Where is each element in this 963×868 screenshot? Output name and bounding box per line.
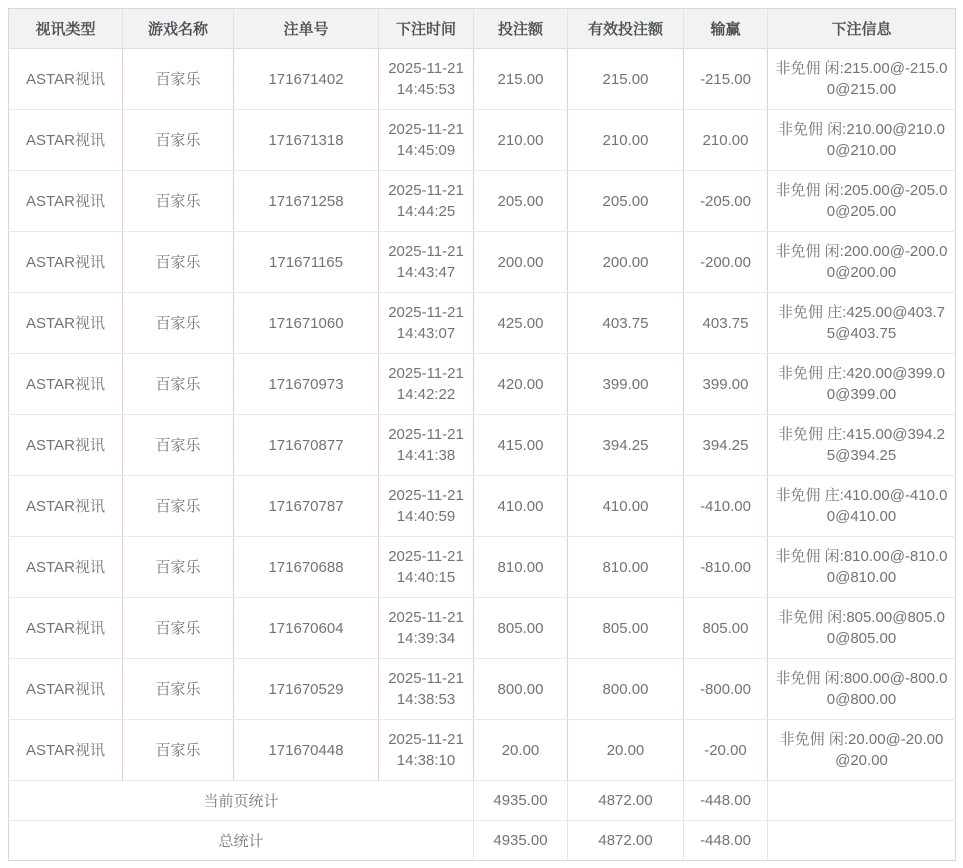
cell-bet-info: 非免佣 庄:425.00@403.75@403.75 [768,293,956,354]
grand-total-bet: 4935.00 [474,821,568,861]
grand-total-info-cell [768,821,956,861]
cell-bet-info: 非免佣 闲:205.00@-205.00@205.00 [768,171,956,232]
cell-valid-bet-amount: 805.00 [568,598,684,659]
table-row [9,49,956,110]
table-row [9,598,956,659]
table-row [9,171,956,232]
cell-valid-bet-amount: 394.25 [568,415,684,476]
cell-win-loss: -200.00 [684,232,768,293]
cell-valid-bet-amount: 215.00 [568,49,684,110]
cell-bet-amount: 205.00 [474,171,568,232]
table-row [9,415,956,476]
table-row [9,110,956,171]
grand-total-label: 总统计 [9,821,474,861]
cell-bet-time: 2025-11-21 14:39:34 [379,598,474,659]
header-video-type: 视讯类型 [9,9,123,49]
table-row [9,232,956,293]
cell-bet-info: 非免佣 闲:210.00@210.00@210.00 [768,110,956,171]
header-row [9,9,956,49]
cell-bet-time: 2025-11-21 14:43:47 [379,232,474,293]
cell-bet-id: 171670973 [234,354,379,415]
cell-game-name: 百家乐 [123,537,234,598]
cell-bet-amount: 800.00 [474,659,568,720]
cell-bet-amount: 415.00 [474,415,568,476]
current-page-summary-label: 当前页统计 [9,781,474,821]
cell-game-name: 百家乐 [123,110,234,171]
cell-video-type: ASTAR视讯 [9,354,123,415]
cell-video-type: ASTAR视讯 [9,110,123,171]
table-row [9,354,956,415]
cell-valid-bet-amount: 200.00 [568,232,684,293]
cell-bet-id: 171670877 [234,415,379,476]
cell-bet-info: 非免佣 闲:810.00@-810.00@810.00 [768,537,956,598]
cell-video-type: ASTAR视讯 [9,659,123,720]
cell-game-name: 百家乐 [123,720,234,781]
cell-game-name: 百家乐 [123,171,234,232]
cell-game-name: 百家乐 [123,354,234,415]
cell-bet-info: 非免佣 闲:200.00@-200.00@200.00 [768,232,956,293]
cell-valid-bet-amount: 20.00 [568,720,684,781]
current-page-bet-total: 4935.00 [474,781,568,821]
cell-bet-amount: 215.00 [474,49,568,110]
cell-bet-amount: 20.00 [474,720,568,781]
cell-bet-amount: 425.00 [474,293,568,354]
cell-bet-info: 非免佣 闲:800.00@-800.00@800.00 [768,659,956,720]
cell-game-name: 百家乐 [123,293,234,354]
cell-bet-id: 171671060 [234,293,379,354]
cell-video-type: ASTAR视讯 [9,537,123,598]
cell-video-type: ASTAR视讯 [9,171,123,232]
cell-game-name: 百家乐 [123,598,234,659]
cell-valid-bet-amount: 205.00 [568,171,684,232]
cell-bet-id: 171670688 [234,537,379,598]
table-footer [9,781,956,861]
cell-video-type: ASTAR视讯 [9,720,123,781]
cell-valid-bet-amount: 403.75 [568,293,684,354]
cell-bet-amount: 200.00 [474,232,568,293]
header-bet-amount: 投注额 [474,9,568,49]
betting-records-table [8,8,956,861]
cell-video-type: ASTAR视讯 [9,598,123,659]
cell-win-loss: 394.25 [684,415,768,476]
cell-video-type: ASTAR视讯 [9,476,123,537]
cell-game-name: 百家乐 [123,415,234,476]
cell-bet-info: 非免佣 庄:415.00@394.25@394.25 [768,415,956,476]
cell-win-loss: 210.00 [684,110,768,171]
cell-bet-info: 非免佣 庄:410.00@-410.00@410.00 [768,476,956,537]
grand-total-winloss: -448.00 [684,821,768,861]
cell-bet-time: 2025-11-21 14:45:09 [379,110,474,171]
header-win-loss: 输赢 [684,9,768,49]
cell-bet-time: 2025-11-21 14:42:22 [379,354,474,415]
cell-bet-amount: 410.00 [474,476,568,537]
cell-win-loss: -800.00 [684,659,768,720]
current-page-valid-total: 4872.00 [568,781,684,821]
cell-bet-info: 非免佣 闲:215.00@-215.00@215.00 [768,49,956,110]
cell-win-loss: 403.75 [684,293,768,354]
header-bet-info: 下注信息 [768,9,956,49]
cell-game-name: 百家乐 [123,476,234,537]
cell-bet-id: 171671258 [234,171,379,232]
cell-bet-time: 2025-11-21 14:41:38 [379,415,474,476]
header-bet-id: 注单号 [234,9,379,49]
cell-video-type: ASTAR视讯 [9,49,123,110]
cell-game-name: 百家乐 [123,49,234,110]
cell-valid-bet-amount: 410.00 [568,476,684,537]
cell-win-loss: -205.00 [684,171,768,232]
grand-total-valid: 4872.00 [568,821,684,861]
cell-win-loss: -410.00 [684,476,768,537]
table-row [9,720,956,781]
cell-bet-time: 2025-11-21 14:38:10 [379,720,474,781]
cell-bet-amount: 810.00 [474,537,568,598]
cell-bet-id: 171670787 [234,476,379,537]
cell-video-type: ASTAR视讯 [9,415,123,476]
table-row [9,659,956,720]
cell-win-loss: -20.00 [684,720,768,781]
header-bet-time: 下注时间 [379,9,474,49]
cell-bet-id: 171670529 [234,659,379,720]
header-game-name: 游戏名称 [123,9,234,49]
cell-bet-id: 171670448 [234,720,379,781]
cell-bet-info: 非免佣 庄:420.00@399.00@399.00 [768,354,956,415]
cell-win-loss: 399.00 [684,354,768,415]
cell-bet-time: 2025-11-21 14:40:59 [379,476,474,537]
cell-bet-amount: 805.00 [474,598,568,659]
cell-bet-info: 非免佣 闲:805.00@805.00@805.00 [768,598,956,659]
grand-total-row [9,821,956,861]
cell-bet-time: 2025-11-21 14:43:07 [379,293,474,354]
table-header [9,9,956,49]
cell-valid-bet-amount: 810.00 [568,537,684,598]
table-body [9,49,956,781]
cell-video-type: ASTAR视讯 [9,293,123,354]
cell-bet-time: 2025-11-21 14:38:53 [379,659,474,720]
table-row [9,476,956,537]
table-row [9,293,956,354]
cell-game-name: 百家乐 [123,232,234,293]
cell-win-loss: -810.00 [684,537,768,598]
header-valid-bet-amount: 有效投注额 [568,9,684,49]
cell-win-loss: -215.00 [684,49,768,110]
cell-valid-bet-amount: 800.00 [568,659,684,720]
cell-valid-bet-amount: 210.00 [568,110,684,171]
current-page-summary-row [9,781,956,821]
cell-bet-time: 2025-11-21 14:40:15 [379,537,474,598]
cell-bet-info: 非免佣 闲:20.00@-20.00@20.00 [768,720,956,781]
cell-valid-bet-amount: 399.00 [568,354,684,415]
cell-video-type: ASTAR视讯 [9,232,123,293]
cell-win-loss: 805.00 [684,598,768,659]
cell-bet-id: 171671402 [234,49,379,110]
current-page-info-cell [768,781,956,821]
cell-bet-time: 2025-11-21 14:44:25 [379,171,474,232]
cell-bet-amount: 210.00 [474,110,568,171]
cell-bet-amount: 420.00 [474,354,568,415]
cell-bet-time: 2025-11-21 14:45:53 [379,49,474,110]
cell-bet-id: 171671318 [234,110,379,171]
cell-game-name: 百家乐 [123,659,234,720]
cell-bet-id: 171671165 [234,232,379,293]
table-row [9,537,956,598]
cell-bet-id: 171670604 [234,598,379,659]
current-page-winloss-total: -448.00 [684,781,768,821]
